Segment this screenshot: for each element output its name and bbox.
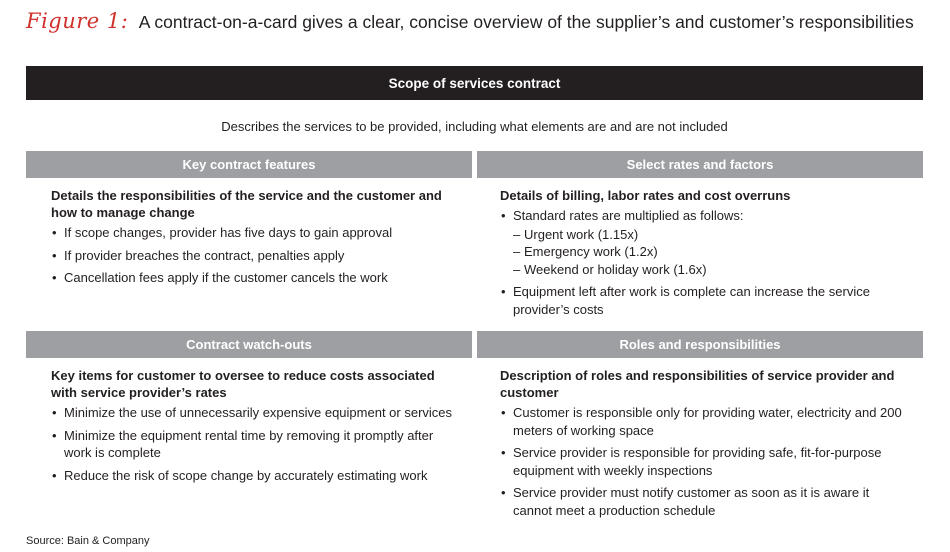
- dash-icon: –: [513, 261, 521, 277]
- bullet-icon: •: [52, 225, 57, 240]
- section-header-rates: Select rates and factors: [477, 151, 923, 178]
- list-item-text: Service provider is responsible for providing safe, fit-for-purpose equipment with weekly inspections: [513, 445, 882, 478]
- sub-list-item-text: Urgent work (1.15x): [524, 226, 639, 242]
- list-item: [500, 484, 905, 519]
- sub-list-item-text: Emergency work (1.2x): [524, 244, 658, 259]
- list-item-text: Minimize the equipment rental time by removing it promptly after work is complete: [64, 427, 434, 460]
- section-header-key-features: Key contract features: [26, 151, 472, 178]
- bullet-icon: •: [501, 485, 506, 500]
- list-item: [51, 269, 456, 287]
- source-note: Source: Bain & Company: [26, 535, 150, 547]
- section-heading-roles: Description of roles and responsibilities of service provider and customer: [500, 368, 895, 400]
- list-item: [51, 467, 456, 485]
- bullet-icon: •: [501, 445, 506, 460]
- bullet-icon: •: [52, 427, 57, 443]
- bullet-list-rates: [500, 207, 905, 318]
- list-item: [51, 247, 456, 265]
- section-header-roles: Roles and responsibilities: [477, 331, 923, 358]
- figure-title-text: A contract-on-a-card gives a clear, concise overview of the supplier’s and customer’s responsibilities: [138, 12, 914, 32]
- scope-banner: Scope of services contract: [26, 66, 923, 100]
- bullet-list-key-features: [51, 224, 456, 287]
- bullet-icon: •: [52, 467, 57, 483]
- list-item: [51, 224, 456, 242]
- bullet-icon: •: [52, 405, 57, 420]
- bullet-icon: •: [501, 208, 506, 223]
- sub-list-item: [513, 226, 905, 244]
- list-item-text: Cancellation fees apply if the customer cancels the work: [64, 270, 388, 285]
- list-item: [500, 283, 905, 318]
- list-item-text: If scope changes, provider has five days to gain approval: [64, 225, 393, 240]
- bullet-icon: •: [501, 405, 506, 420]
- list-item: [500, 444, 905, 479]
- list-item: [51, 404, 456, 422]
- figure-label: Figure 1:: [26, 9, 129, 33]
- list-item-text: Standard rates are multiplied as follows:: [513, 208, 744, 223]
- list-item-text: If provider breaches the contract, penalties apply: [64, 247, 345, 263]
- scope-description: Describes the services to be provided, including what elements are and are not included: [221, 119, 728, 134]
- dash-icon: –: [513, 226, 521, 242]
- section-body-key-features: [51, 187, 456, 292]
- section-body-watchouts: [51, 367, 456, 489]
- section-heading-key-features: Details the responsibilities of the service and the customer and how to manage change: [51, 188, 442, 220]
- section-body-roles: [500, 367, 905, 524]
- bullet-icon: •: [52, 247, 57, 263]
- sub-list-item-text: Weekend or holiday work (1.6x): [524, 261, 707, 277]
- list-item-text: Service provider must notify customer as soon as it is aware it cannot meet a production schedule: [513, 485, 870, 518]
- bullet-icon: •: [501, 284, 506, 299]
- dash-icon: –: [513, 244, 521, 259]
- bullet-list-roles: [500, 404, 905, 519]
- bullet-icon: •: [52, 270, 57, 285]
- list-item-text: Equipment left after work is complete can increase the service provider’s costs: [513, 284, 870, 317]
- figure-title: [26, 9, 941, 33]
- sub-list-item: [513, 261, 905, 279]
- section-header-watchouts: Contract watch-outs: [26, 331, 472, 358]
- list-item-text: Reduce the risk of scope change by accurately estimating work: [64, 467, 428, 483]
- sub-list-rates: [513, 226, 905, 279]
- list-item: [51, 427, 456, 462]
- section-body-rates: [500, 187, 905, 323]
- section-heading-watchouts: Key items for customer to oversee to reduce costs associated with service provider’s rates: [51, 368, 435, 400]
- list-item: [500, 207, 905, 278]
- section-heading-rates: Details of billing, labor rates and cost overruns: [500, 188, 791, 203]
- sub-list-item: [513, 243, 905, 261]
- list-item-text: Minimize the use of unnecessarily expensive equipment or services: [64, 405, 453, 420]
- list-item: [500, 404, 905, 439]
- list-item-text: Customer is responsible only for providing water, electricity and 200 meters of working space: [513, 405, 902, 438]
- bullet-list-watchouts: [51, 404, 456, 484]
